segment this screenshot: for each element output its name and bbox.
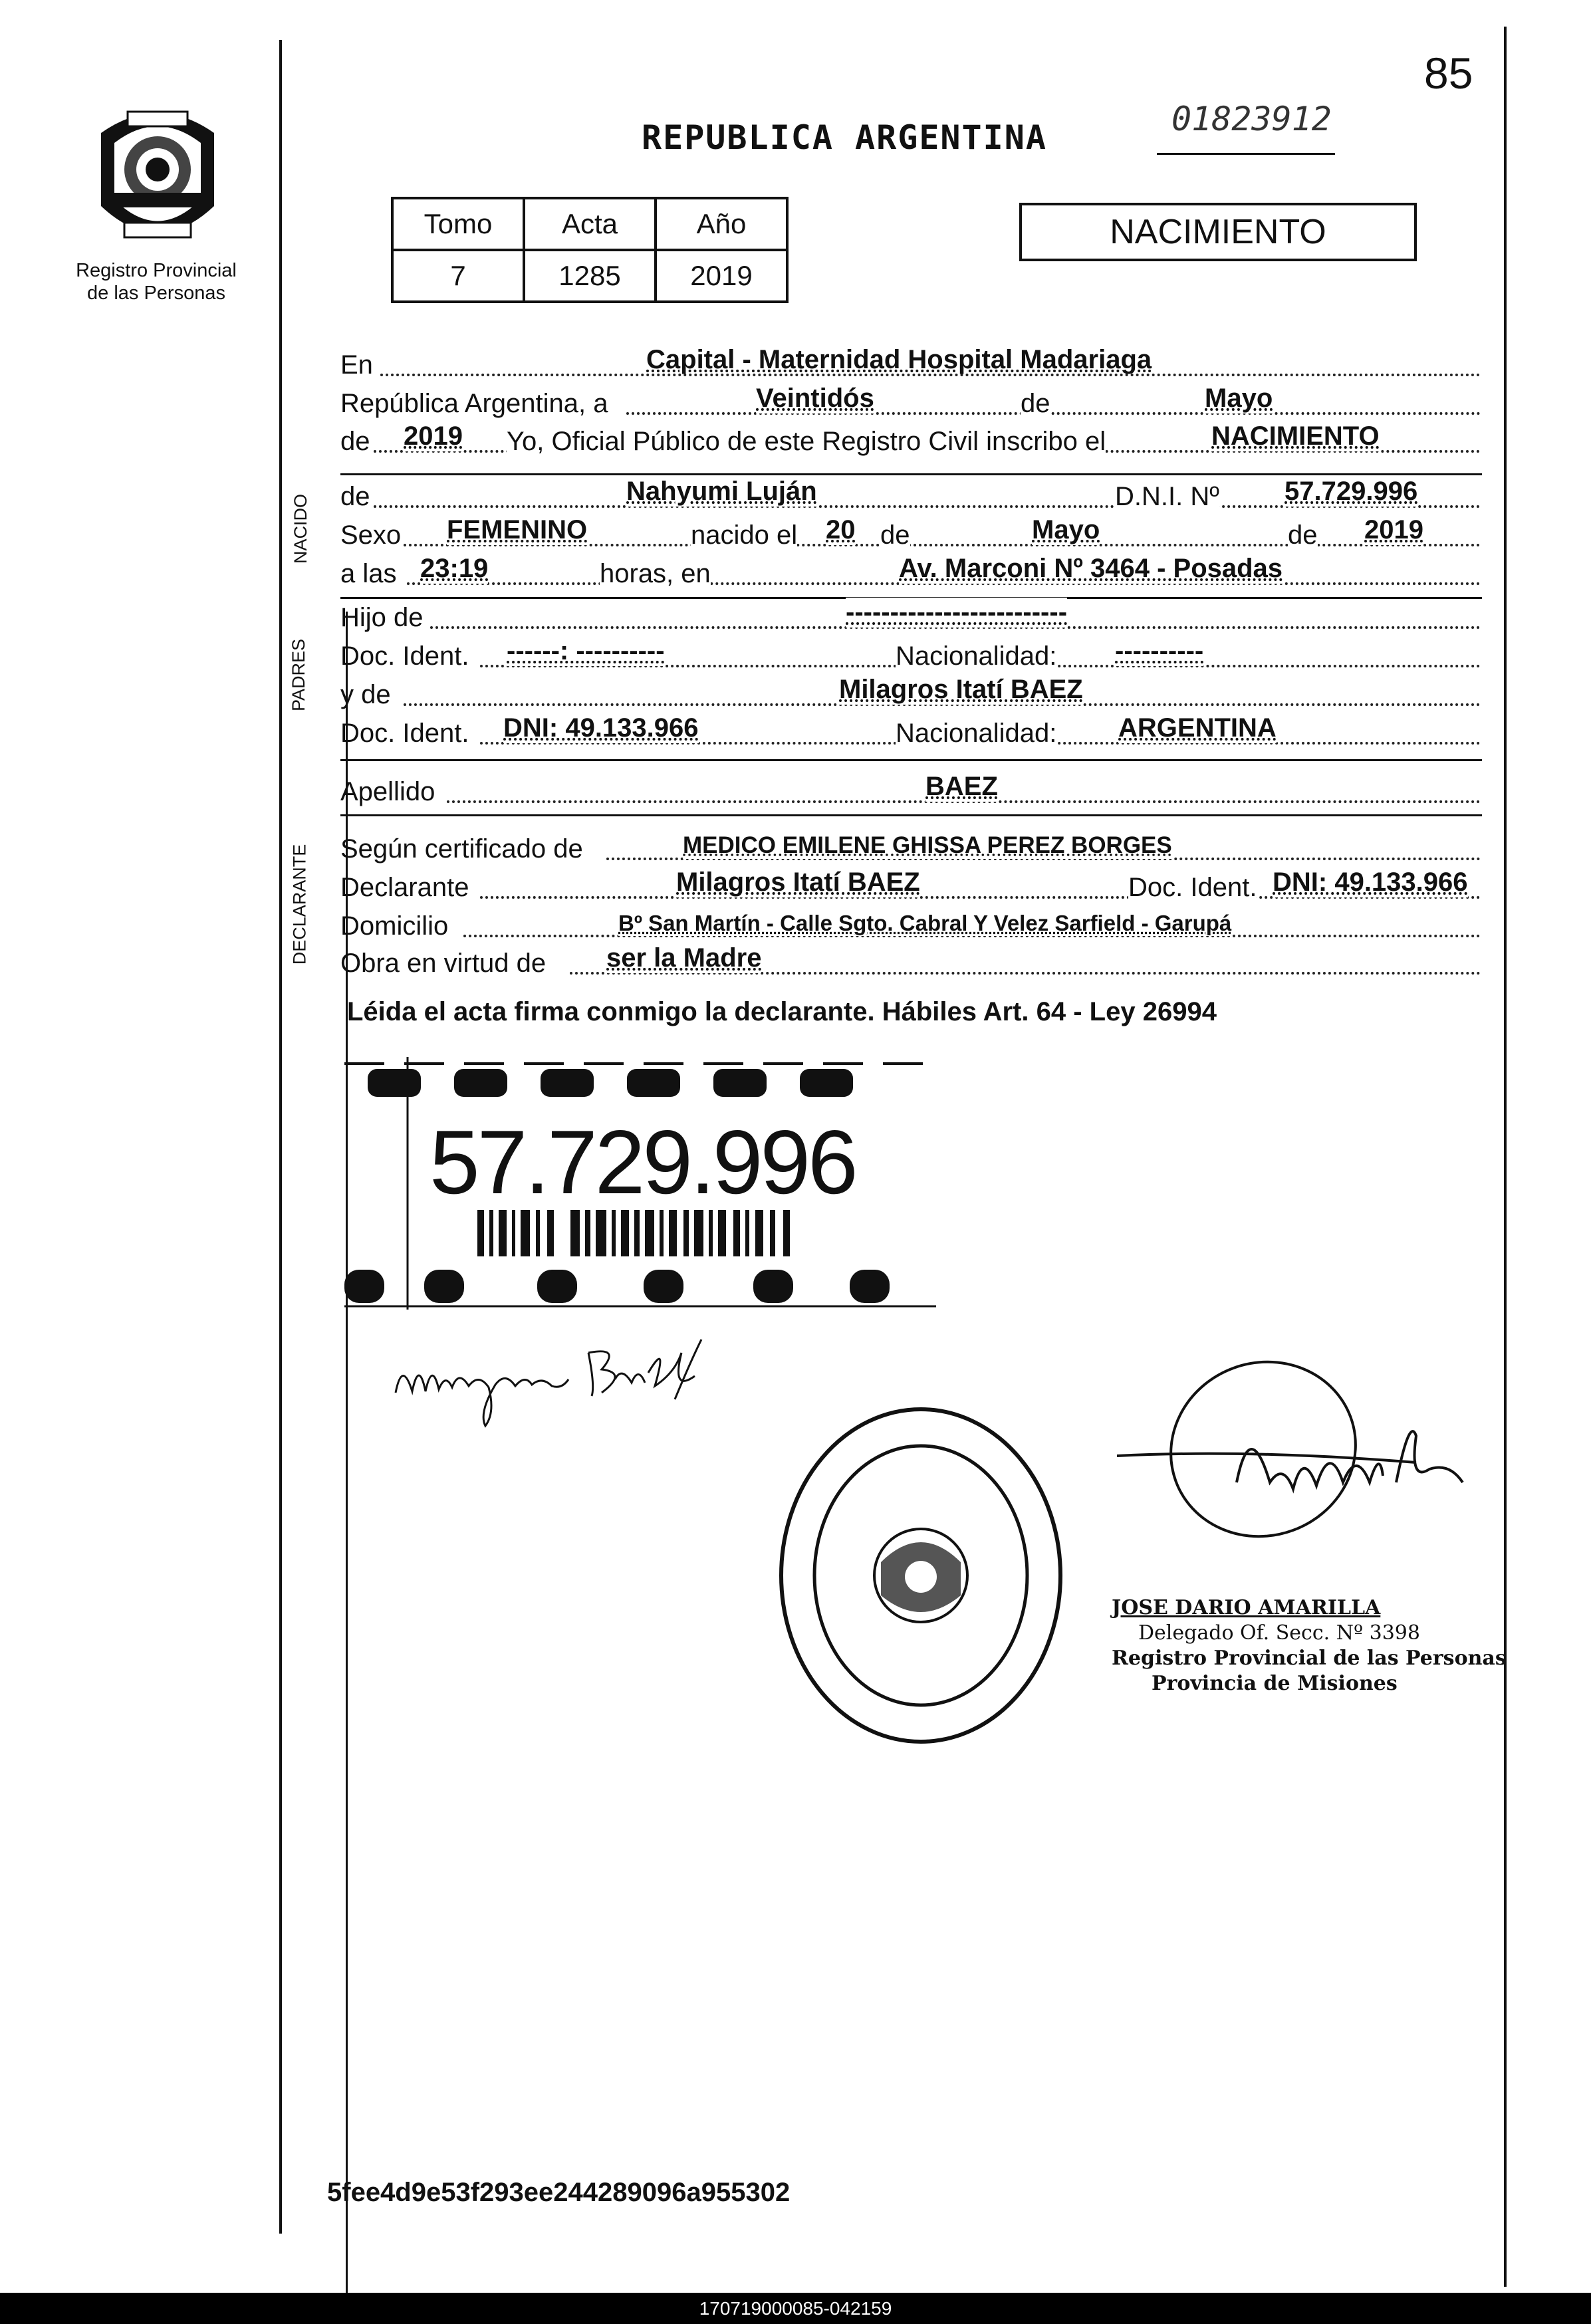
declarant-signature: [389, 1313, 708, 1436]
father-nationality-value: ----------: [1115, 636, 1204, 665]
left-margin-line: [279, 40, 282, 2234]
mother-doc-value: DNI: 49.133.966: [503, 713, 699, 743]
record-table-header-row: [392, 198, 787, 250]
nacido-sexo-row: [340, 516, 1481, 553]
segun-label: Según certificado de: [340, 834, 583, 864]
de-label: de: [1021, 389, 1050, 418]
dni-label: D.N.I. Nº: [1115, 482, 1219, 511]
apellido-label: Apellido: [340, 777, 435, 806]
year-value: 2019: [404, 421, 463, 451]
sticker-number: 57.729.996: [429, 1111, 856, 1213]
record-header-anio: Año: [656, 198, 787, 250]
id-sticker: [344, 1057, 936, 1310]
record-value-anio: 2019: [656, 250, 787, 302]
year-prefix-label: de: [340, 427, 370, 456]
mother-nationality-value: ARGENTINA: [1118, 713, 1277, 743]
declarante-doc-value: DNI: 49.133.966: [1273, 868, 1468, 897]
birth-address-value: Av. Marconi Nº 3464 - Posadas: [899, 554, 1283, 583]
birth-month-value: Mayo: [1032, 515, 1100, 544]
domicilio-label: Domicilio: [340, 911, 449, 941]
document-hash: 5fee4d9e53f293ee244289096a955302: [327, 2178, 791, 2207]
de-label: de: [880, 521, 910, 550]
dotted-line: [626, 412, 1481, 415]
record-table-value-row: [392, 250, 787, 302]
obra-value: ser la Madre: [606, 943, 762, 973]
hijo-de-label: Hijo de: [340, 603, 424, 632]
dni-value: 57.729.996: [1285, 477, 1418, 506]
issuer-caption-line1: Registro Provincial: [76, 260, 237, 281]
section-separator: [340, 814, 1482, 816]
document-type-box: NACIMIENTO: [1019, 203, 1417, 261]
record-value-tomo: 7: [392, 250, 524, 302]
official-name: JOSE DARIO AMARILLA: [1112, 1596, 1381, 1619]
record-value-acta: 1285: [524, 250, 656, 302]
declarante-label: Declarante: [340, 873, 469, 902]
sexo-label: Sexo: [340, 521, 402, 550]
doc-ident-label: Doc. Ident.: [340, 641, 469, 671]
serial-underline: [1157, 153, 1335, 155]
name-prefix-label: de: [340, 482, 370, 511]
domicilio-value: Bº San Martín - Calle Sgto. Cabral Y Velez Sarfield - Garupá: [618, 911, 1232, 935]
nacido-time-row: [340, 554, 1481, 592]
registration-type-value: NACIMIENTO: [1211, 421, 1380, 451]
mother-doc-row: [340, 714, 1481, 751]
province-seal-icon: [74, 93, 241, 259]
issuer-caption-line2: de las Personas: [87, 283, 225, 304]
sexo-value: FEMENINO: [447, 515, 588, 544]
serial-number: 01823912: [1171, 100, 1332, 138]
document-title: REPUBLICA ARGENTINA: [642, 118, 1047, 157]
section-separator: [340, 473, 1482, 475]
nacionalidad-label: Nacionalidad:: [896, 719, 1057, 748]
time-label: a las: [340, 559, 397, 588]
certificado-value: MEDICO EMILENE GHISSA PEREZ BORGES: [683, 832, 1172, 858]
de-label: de: [1288, 521, 1318, 550]
place-value: Capital - Maternidad Hospital Madariaga: [646, 345, 1152, 374]
y-de-label: y de: [340, 680, 391, 709]
republica-label: República Argentina, a: [340, 389, 608, 418]
father-doc-row: [340, 637, 1481, 674]
father-doc-value: ------: ----------: [507, 636, 665, 665]
record-header-acta: Acta: [524, 198, 656, 250]
child-name-value: Nahyumi Luján: [626, 477, 817, 506]
birth-day-value: 20: [826, 515, 856, 544]
obra-row: [340, 944, 1481, 981]
right-margin-line: [1504, 27, 1507, 2287]
declarante-section-label: DECLARANTE: [289, 844, 310, 965]
nacionalidad-label: Nacionalidad:: [896, 641, 1057, 671]
declarante-row: [340, 868, 1481, 905]
footer-code: 170719000085-042159: [0, 2293, 1591, 2324]
page-number: 85: [1424, 49, 1473, 98]
record-table: [391, 197, 789, 303]
apellido-row: [340, 772, 1481, 810]
certificado-row: [340, 830, 1481, 867]
mother-name-value: Milagros Itatí BAEZ: [839, 675, 1083, 704]
official-province: Provincia de Misiones: [1152, 1672, 1398, 1695]
horas-label: horas, en: [600, 559, 711, 588]
doc-ident-label: Doc. Ident.: [340, 719, 469, 748]
domicilio-row: [340, 907, 1481, 944]
nacido-el-label: nacido el: [691, 521, 798, 550]
record-header-tomo: Tomo: [392, 198, 524, 250]
official-role: Delegado Of. Secc. Nº 3398: [1138, 1621, 1420, 1645]
official-stamp-block: [1112, 1595, 1507, 1696]
date-row: [340, 384, 1481, 421]
issuer-caption: [63, 259, 249, 304]
doc-ident-label: Doc. Ident.: [1128, 873, 1257, 902]
nacido-section-label: NACIDO: [291, 493, 311, 564]
registry-stamp-icon: [771, 1403, 1070, 1748]
declarante-value: Milagros Itatí BAEZ: [676, 868, 920, 897]
apellido-value: BAEZ: [925, 772, 998, 801]
closing-statement: Léida el acta firma conmigo la declarante. Hábiles Art. 64 - Ley 26994: [347, 997, 1217, 1026]
month-value: Mayo: [1205, 384, 1273, 413]
section-separator: [340, 759, 1482, 761]
father-name-value: -------------------------: [846, 598, 1068, 627]
birth-year-value: 2019: [1364, 515, 1423, 544]
obra-label: Obra en virtud de: [340, 949, 547, 978]
nacido-name-row: [340, 477, 1481, 515]
en-label: En: [340, 350, 373, 380]
oficial-text: Yo, Oficial Público de este Registro Civil inscribo el: [507, 427, 1106, 456]
place-row: [340, 346, 1481, 383]
official-signature: [1117, 1349, 1503, 1566]
padres-section-label: PADRES: [289, 638, 309, 712]
official-org: Registro Provincial de las Personas: [1112, 1647, 1507, 1670]
father-row: [340, 598, 1481, 636]
mother-row: [340, 675, 1481, 713]
day-words-value: Veintidós: [756, 384, 874, 413]
year-row: [340, 422, 1481, 459]
time-value: 23:19: [420, 554, 489, 583]
